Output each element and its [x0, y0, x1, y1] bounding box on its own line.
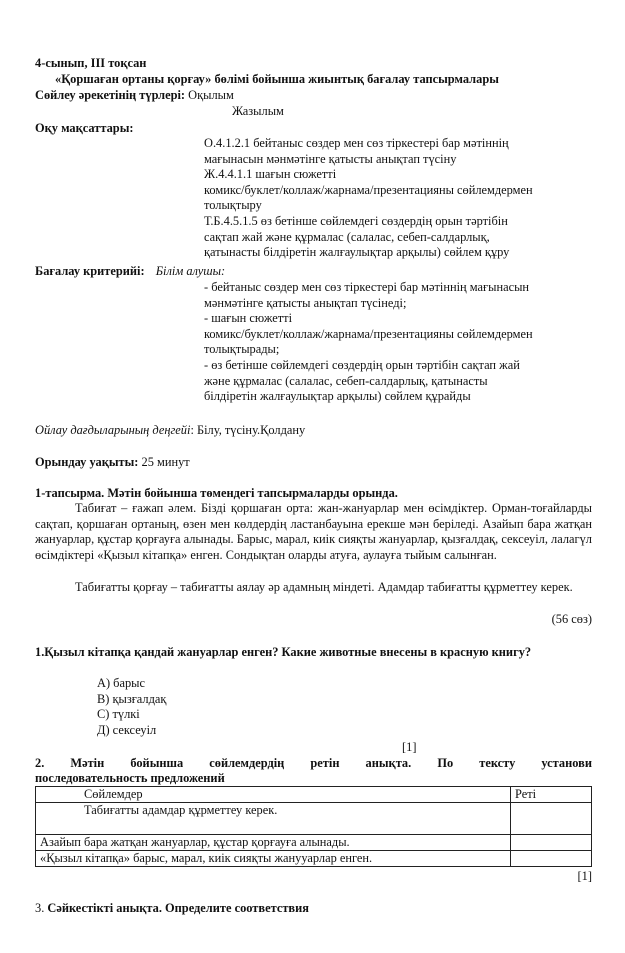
sentence-cell: Азайып бара жатқан жануарлар, құстар қорғауға алынады. — [36, 835, 511, 851]
criterion-line: толықтырады; — [204, 342, 280, 357]
question2-heading — [35, 756, 592, 772]
question3-text: Сәйкестікті анықта. Определите соответствия — [47, 901, 309, 915]
thinking-value: : Білу, түсіну.Қолдану — [190, 423, 306, 437]
criterion-line: мәнмәтінге қатысты анықтап түсінеді; — [204, 295, 407, 310]
objective-line: Ж.4.4.1.1 шағын сюжетті — [204, 167, 337, 182]
objectives-list — [204, 136, 594, 261]
criterion-line: комикс/буклет/коллаж/жарнама/презентацияны сөйлемдермен — [204, 326, 533, 341]
objective-line: комикс/буклет/коллаж/жарнама/презентацияны сөйлемдермен — [204, 182, 533, 197]
option-b[interactable]: В) қызғалдақ — [97, 691, 167, 706]
question2-word: бойынша — [130, 756, 184, 770]
thinking-row — [35, 423, 305, 439]
order-input-cell[interactable] — [511, 851, 592, 867]
thinking-label: Ойлау дағдыларының деңгейі — [35, 423, 191, 437]
question2-subheading: последовательность предложений — [35, 771, 225, 785]
criterion-line: білдіретін жалғаулықтар арқылы) сөйлем құрайды — [204, 389, 471, 404]
objective-line: толықтыру — [204, 198, 262, 213]
table-row — [36, 835, 592, 851]
time-value: 25 минут — [138, 455, 190, 469]
sentence-cell: Табиғатты адамдар құрметтеу керек. — [36, 803, 511, 835]
question2-word: анықта. — [365, 756, 412, 770]
objective-line: қатынасты білдіретін жалғаулықтар арқылы) сөйлем құру — [204, 245, 510, 260]
criteria-sublabel: Білім алушы: — [155, 264, 226, 278]
table-row — [36, 803, 592, 835]
sentence-cell: «Қызыл кітапқа» барыс, марал, киік сияқты жанууарлар енген. — [36, 851, 511, 867]
objective-line: Т.Б.4.5.1.5 өз бетінше сөйлемдегі сөздердің орын тәртібін — [204, 213, 508, 228]
question3-number: 3. — [35, 901, 48, 915]
question2-word: тексту — [479, 756, 516, 770]
speech-type-reading: Оқылым — [188, 88, 234, 102]
question2-word: ретін — [310, 756, 340, 770]
option-d[interactable]: Д) сексеуіл — [97, 722, 157, 737]
question2-word: По — [437, 756, 454, 770]
criterion-line: - өз бетінше сөйлемдегі сөздердің орын тәртібін сақтап жай — [204, 357, 520, 372]
question2-word: Мәтін — [70, 756, 105, 770]
objective-line: сақтап жай және құрмалас (салалас, себеп-салдарлық, — [204, 229, 490, 244]
question2-word: сөйлемдердің — [209, 756, 285, 770]
question1-options — [97, 676, 166, 738]
time-label: Орындау уақыты: — [35, 455, 139, 469]
order-input-cell[interactable] — [511, 835, 592, 851]
speech-type-writing: Жазылым — [232, 104, 284, 118]
grade-heading: 4-сынып, ІІІ тоқсан — [35, 56, 147, 70]
objectives-label: Оқу мақсаттары: — [35, 121, 134, 135]
criteria-list — [204, 280, 594, 405]
word-count: (56 сөз) — [551, 612, 592, 626]
speech-types-label: Сөйлеу әрекетінің түрлері: — [35, 88, 186, 102]
criteria-label: Бағалау критерийі: — [35, 264, 145, 278]
criteria-row — [35, 264, 225, 280]
time-row — [35, 455, 190, 471]
header-order: Реті — [511, 787, 592, 803]
table-row — [36, 851, 592, 867]
task1-paragraph-1: Табиғат – ғажап әлем. Бізді қоршаған орта: жан-жануарлар мен өсімдіктер. Орман-тоғайларды сақтап, қоршаған ортаның, өзен мен көлдердің ластанбауына ерекше мән беріледі. Азайып бара жатқан жануарлар, құстар қорғауға алынады. Барыс, марал, киік сияқты жануарлар, қызғалдақ, сексеуіл, лалагүл өсімдіктері «Қызыл кітапқа» енген. Сондықтан оларды атуға, аулауға тыйым салынған. — [35, 501, 592, 562]
criterion-line: және құрмалас (салалас, себеп-салдарлық, қатынасты — [204, 373, 488, 388]
objective-line: О.4.1.2.1 бейтаныс сөздер мен сөз тіркестері бар мәтіннің — [204, 136, 509, 150]
criterion-line: - шағын сюжетті — [204, 311, 293, 326]
question2-word: 2. — [35, 756, 45, 770]
task1-paragraph-2: Табиғатты қорғау – табиғатты аялау әр адамның міндеті. Адамдар табиғатты құрметтеу керек. — [75, 580, 573, 594]
speech-types-row — [35, 88, 234, 104]
document-title: «Қоршаған ортаны қорғау» бөлімі бойынша жиынтық бағалау тапсырмалары — [55, 72, 499, 86]
order-input-cell[interactable] — [511, 803, 592, 835]
question1-score: [1] — [402, 740, 417, 754]
criterion-line: - бейтаныс сөздер мен сөз тіркестері бар мәтіннің мағынасын — [204, 280, 530, 294]
question2-word: установи — [541, 756, 592, 770]
header-sentences: Сөйлемдер — [36, 787, 511, 803]
question3-row — [35, 901, 309, 917]
option-c[interactable]: С) түлкі — [97, 707, 140, 722]
table-header-row — [36, 787, 592, 803]
sentence-order-table — [35, 786, 592, 867]
task1-title: 1-тапсырма. Мәтін бойынша төмендегі тапсырмаларды орында. — [35, 486, 398, 500]
objective-line: мағынасын мәнмәтінге қатысты анықтап түсіну — [204, 151, 457, 166]
question1-text: 1.Қызыл кітапқа қандай жануарлар енген? Какие животные внесены в красную книгу? — [35, 645, 532, 659]
option-a[interactable]: А) барыс — [97, 676, 145, 690]
question2-score: [1] — [577, 869, 592, 883]
